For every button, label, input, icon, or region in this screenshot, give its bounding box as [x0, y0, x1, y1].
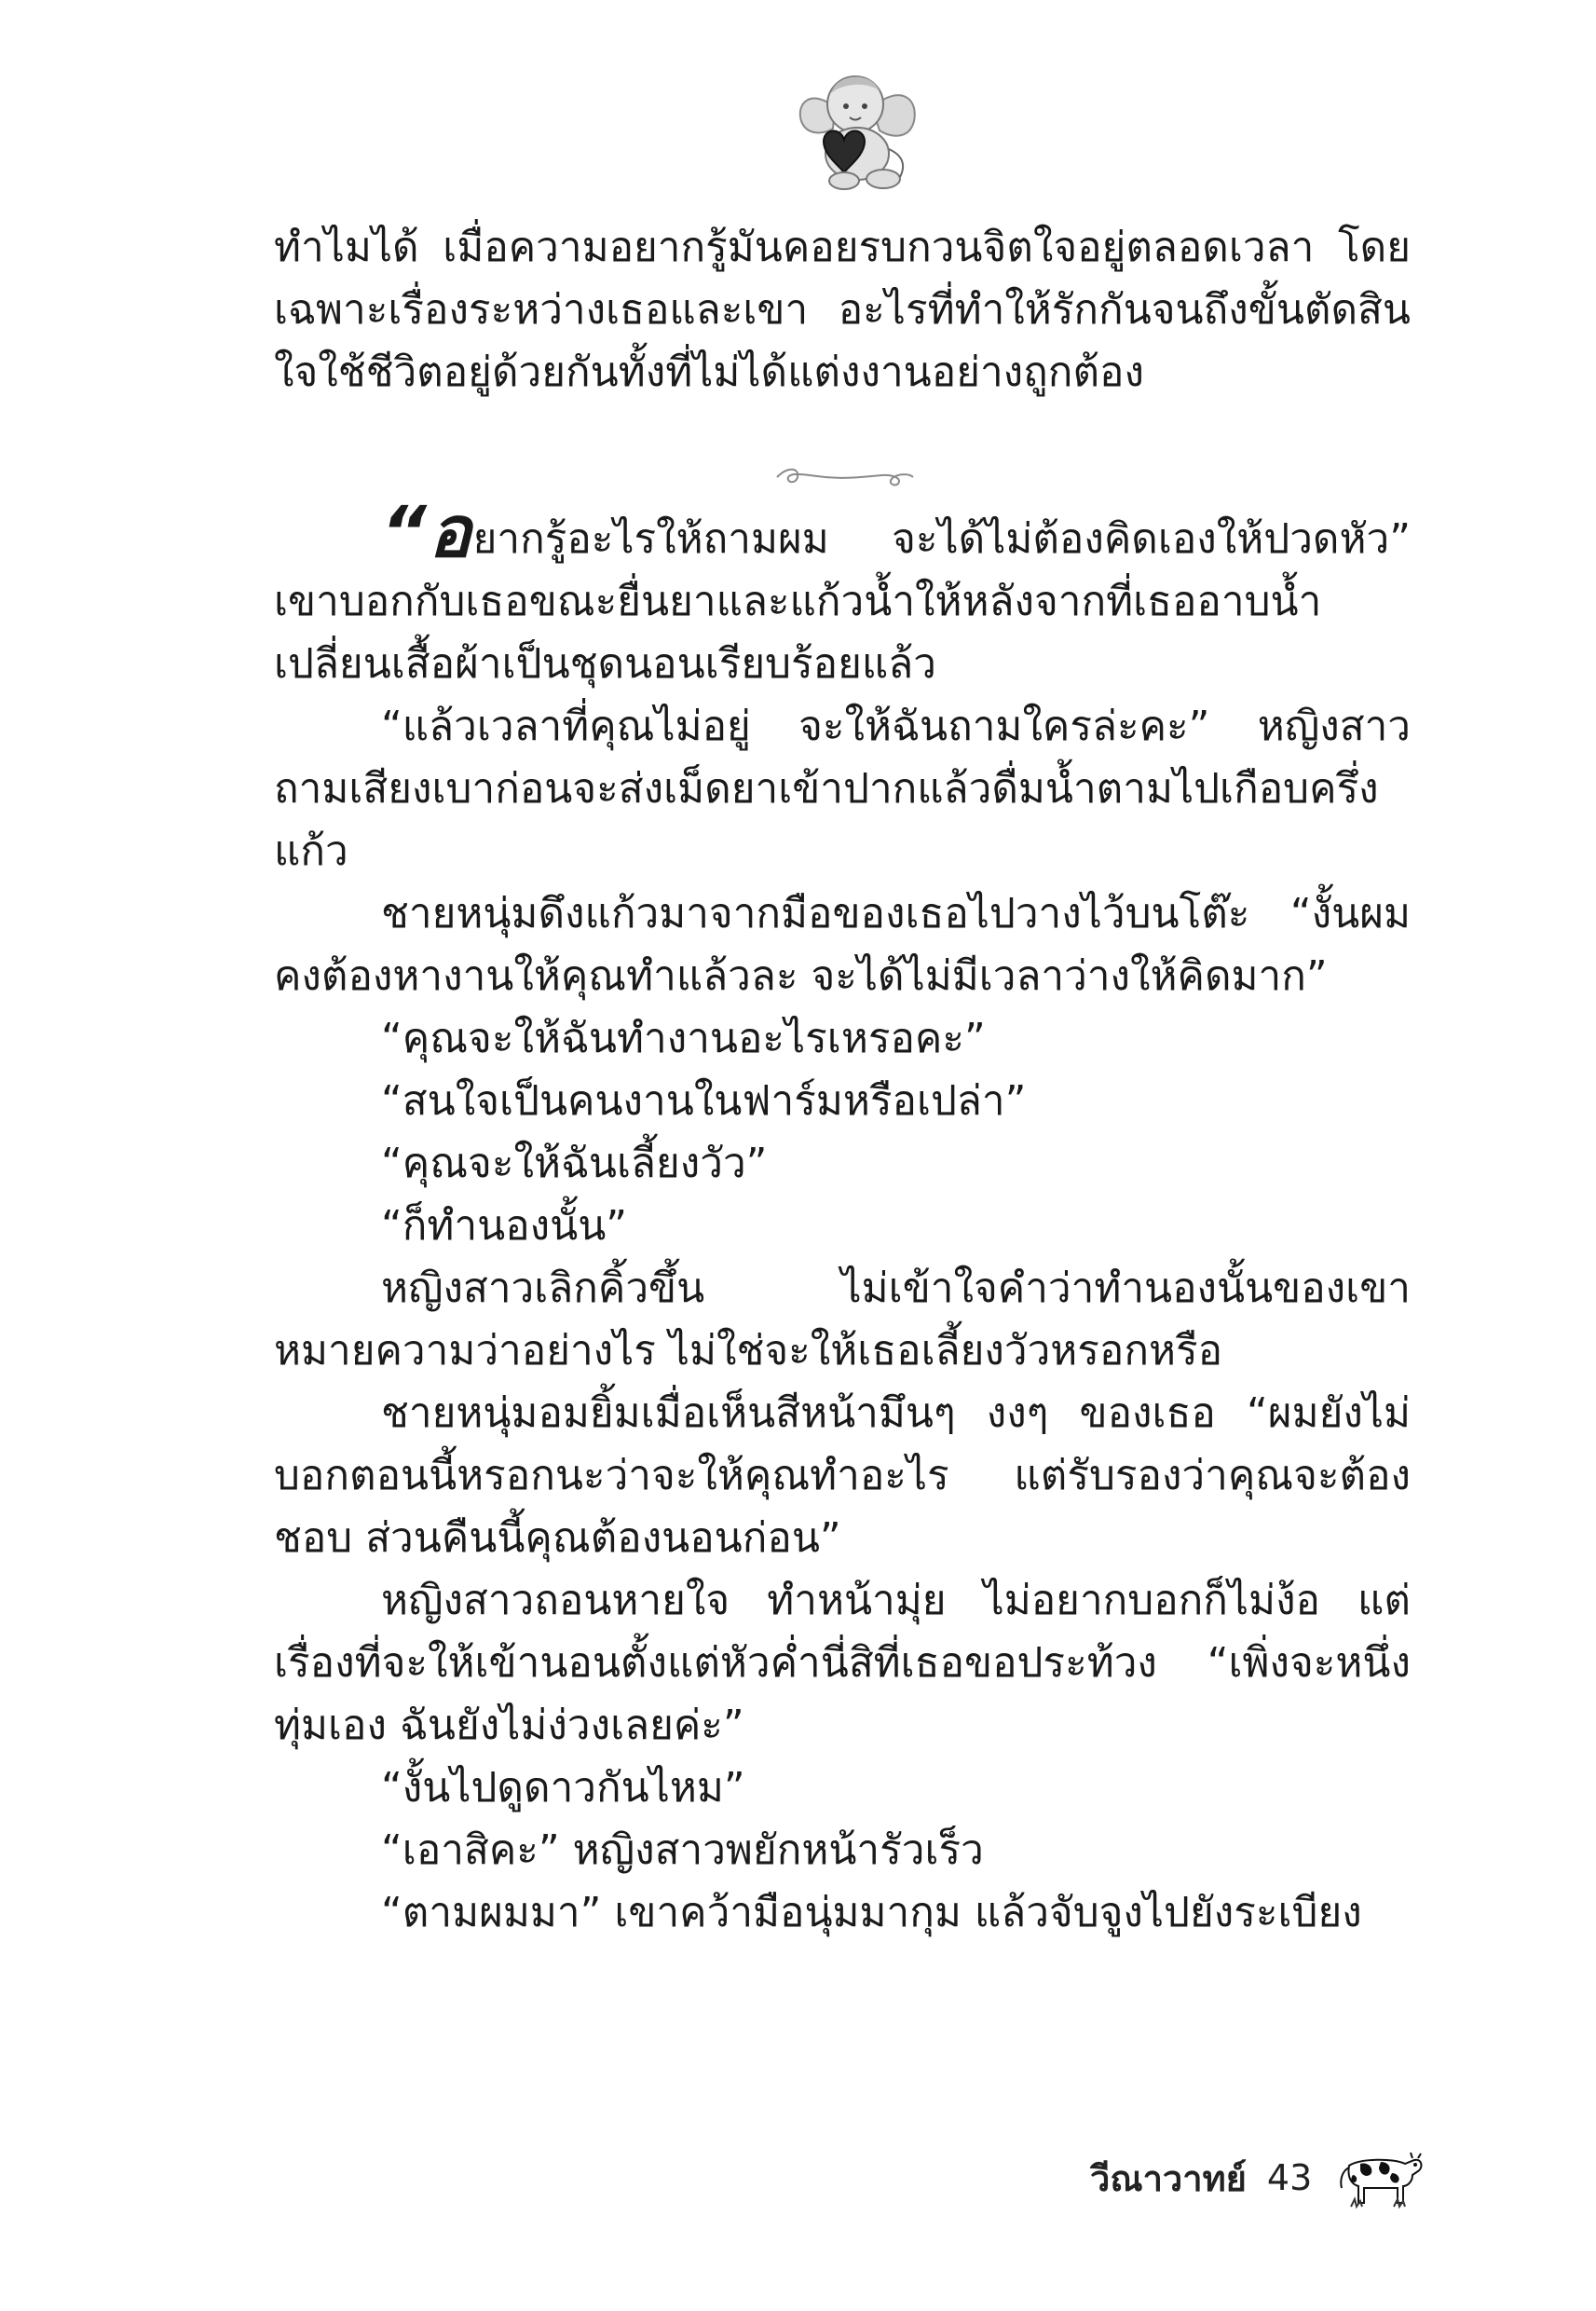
paragraph: “ก็ทำนองนั้น”: [381, 1202, 628, 1250]
paragraph: ชายหนุ่มอมยิ้มเมื่อเห็นสีหน้ามึนๆ งงๆ ของเธอ “ผมยังไม่บอกตอนนี้หรอกนะว่าจะให้คุณทำอะไร แต่รับรองว่าคุณจะต้องชอบ ส่วนคืนนี้คุณต้องนอนก่อน”: [274, 1389, 1411, 1562]
paragraph: “สนใจเป็นคนงานในฟาร์มหรือเปล่า”: [381, 1077, 1027, 1125]
flourish-divider-icon: [770, 458, 919, 496]
page-number: 43: [1266, 2157, 1313, 2198]
paragraph: ทำไมได้ เมื่อความอยากรู้มันคอยรบกวนจิตใจอยู่ตลอดเวลา โดยเฉพาะเรื่องระหว่างเธอและเขา อะไรที่ทำให้รักกันจนถึงขั้นตัดสินใจใช้ชีวิตอยู่ด้วยกันทั้งที่ไม่ได้แต่งงานอย่างถูกต้อง: [274, 224, 1411, 396]
paragraph: “คุณจะให้ฉันทำงานอะไรเหรอคะ”: [381, 1015, 986, 1062]
paragraph-opening: [274, 490, 1411, 695]
cherub-with-heart-icon: [779, 56, 928, 196]
paragraph: หญิงสาวเลิกคิ้วขึ้น ไม่เข้าใจคำว่าทำนองนั้นของเขาหมายความว่าอย่างไร ไม่ใช่จะให้เธอเลี้ยงวัวหรอกหรือ: [274, 1265, 1411, 1374]
page-footer: [1090, 2145, 1425, 2210]
paragraph: “คุณจะให้ฉันเลี้ยงวัว”: [381, 1140, 768, 1187]
paragraph: หญิงสาวถอนหายใจ ทำหน้ามุ่ย ไม่อยากบอกก็ไม่ง้อ แต่เรื่องที่จะให้เข้านอนตั้งแต่หัวค่ำนี่สิที่เธอขอประท้วง “เพิ่งจะหนึ่งทุ่มเอง ฉันยังไม่ง่วงเลยค่ะ”: [274, 1577, 1411, 1749]
paragraph: “แล้วเวลาที่คุณไม่อยู่ จะให้ฉันถามใครล่ะคะ” หญิงสาวถามเสียงเบาก่อนจะส่งเม็ดยาเข้าปากแล้วดื่มน้ำตามไปเกือบครึ่งแก้ว: [274, 703, 1411, 875]
paragraph: “เอาสิคะ” หญิงสาวพยักหน้ารัวเร็ว: [381, 1826, 984, 1874]
drop-cap: “อ: [381, 490, 473, 573]
text-block-top: [274, 216, 1411, 403]
book-title: วีณาวาทย์: [1090, 2157, 1247, 2199]
paragraph-opening-text: ยากรู้อะไรให้ถามผม จะได้ไม่ต้องคิดเองให้ปวดหัว” เขาบอกกับเธอขณะยื่นยาและแก้วน้ำให้หลังจากที่เธออาบน้ำเปลี่ยนเสื้อผ้าเป็นชุดนอนเรียบร้อยแล้ว: [274, 515, 1411, 688]
paragraph: “งั้นไปดูดาวกันไหม”: [381, 1764, 745, 1812]
paragraph: ชายหนุ่มดึงแก้วมาจากมือของเธอไปวางไว้บนโต๊ะ “งั้นผมคงต้องหางานให้คุณทำแล้วละ จะได้ไม่มีเวลาว่างให้คิดมาก”: [274, 890, 1411, 1000]
cow-icon: [1332, 2145, 1425, 2210]
text-block-section: [274, 490, 1411, 1944]
paragraph: “ตามผมมา” เขาคว้ามือนุ่มมากุม แล้วจับจูงไปยังระเบียง: [381, 1889, 1362, 1936]
